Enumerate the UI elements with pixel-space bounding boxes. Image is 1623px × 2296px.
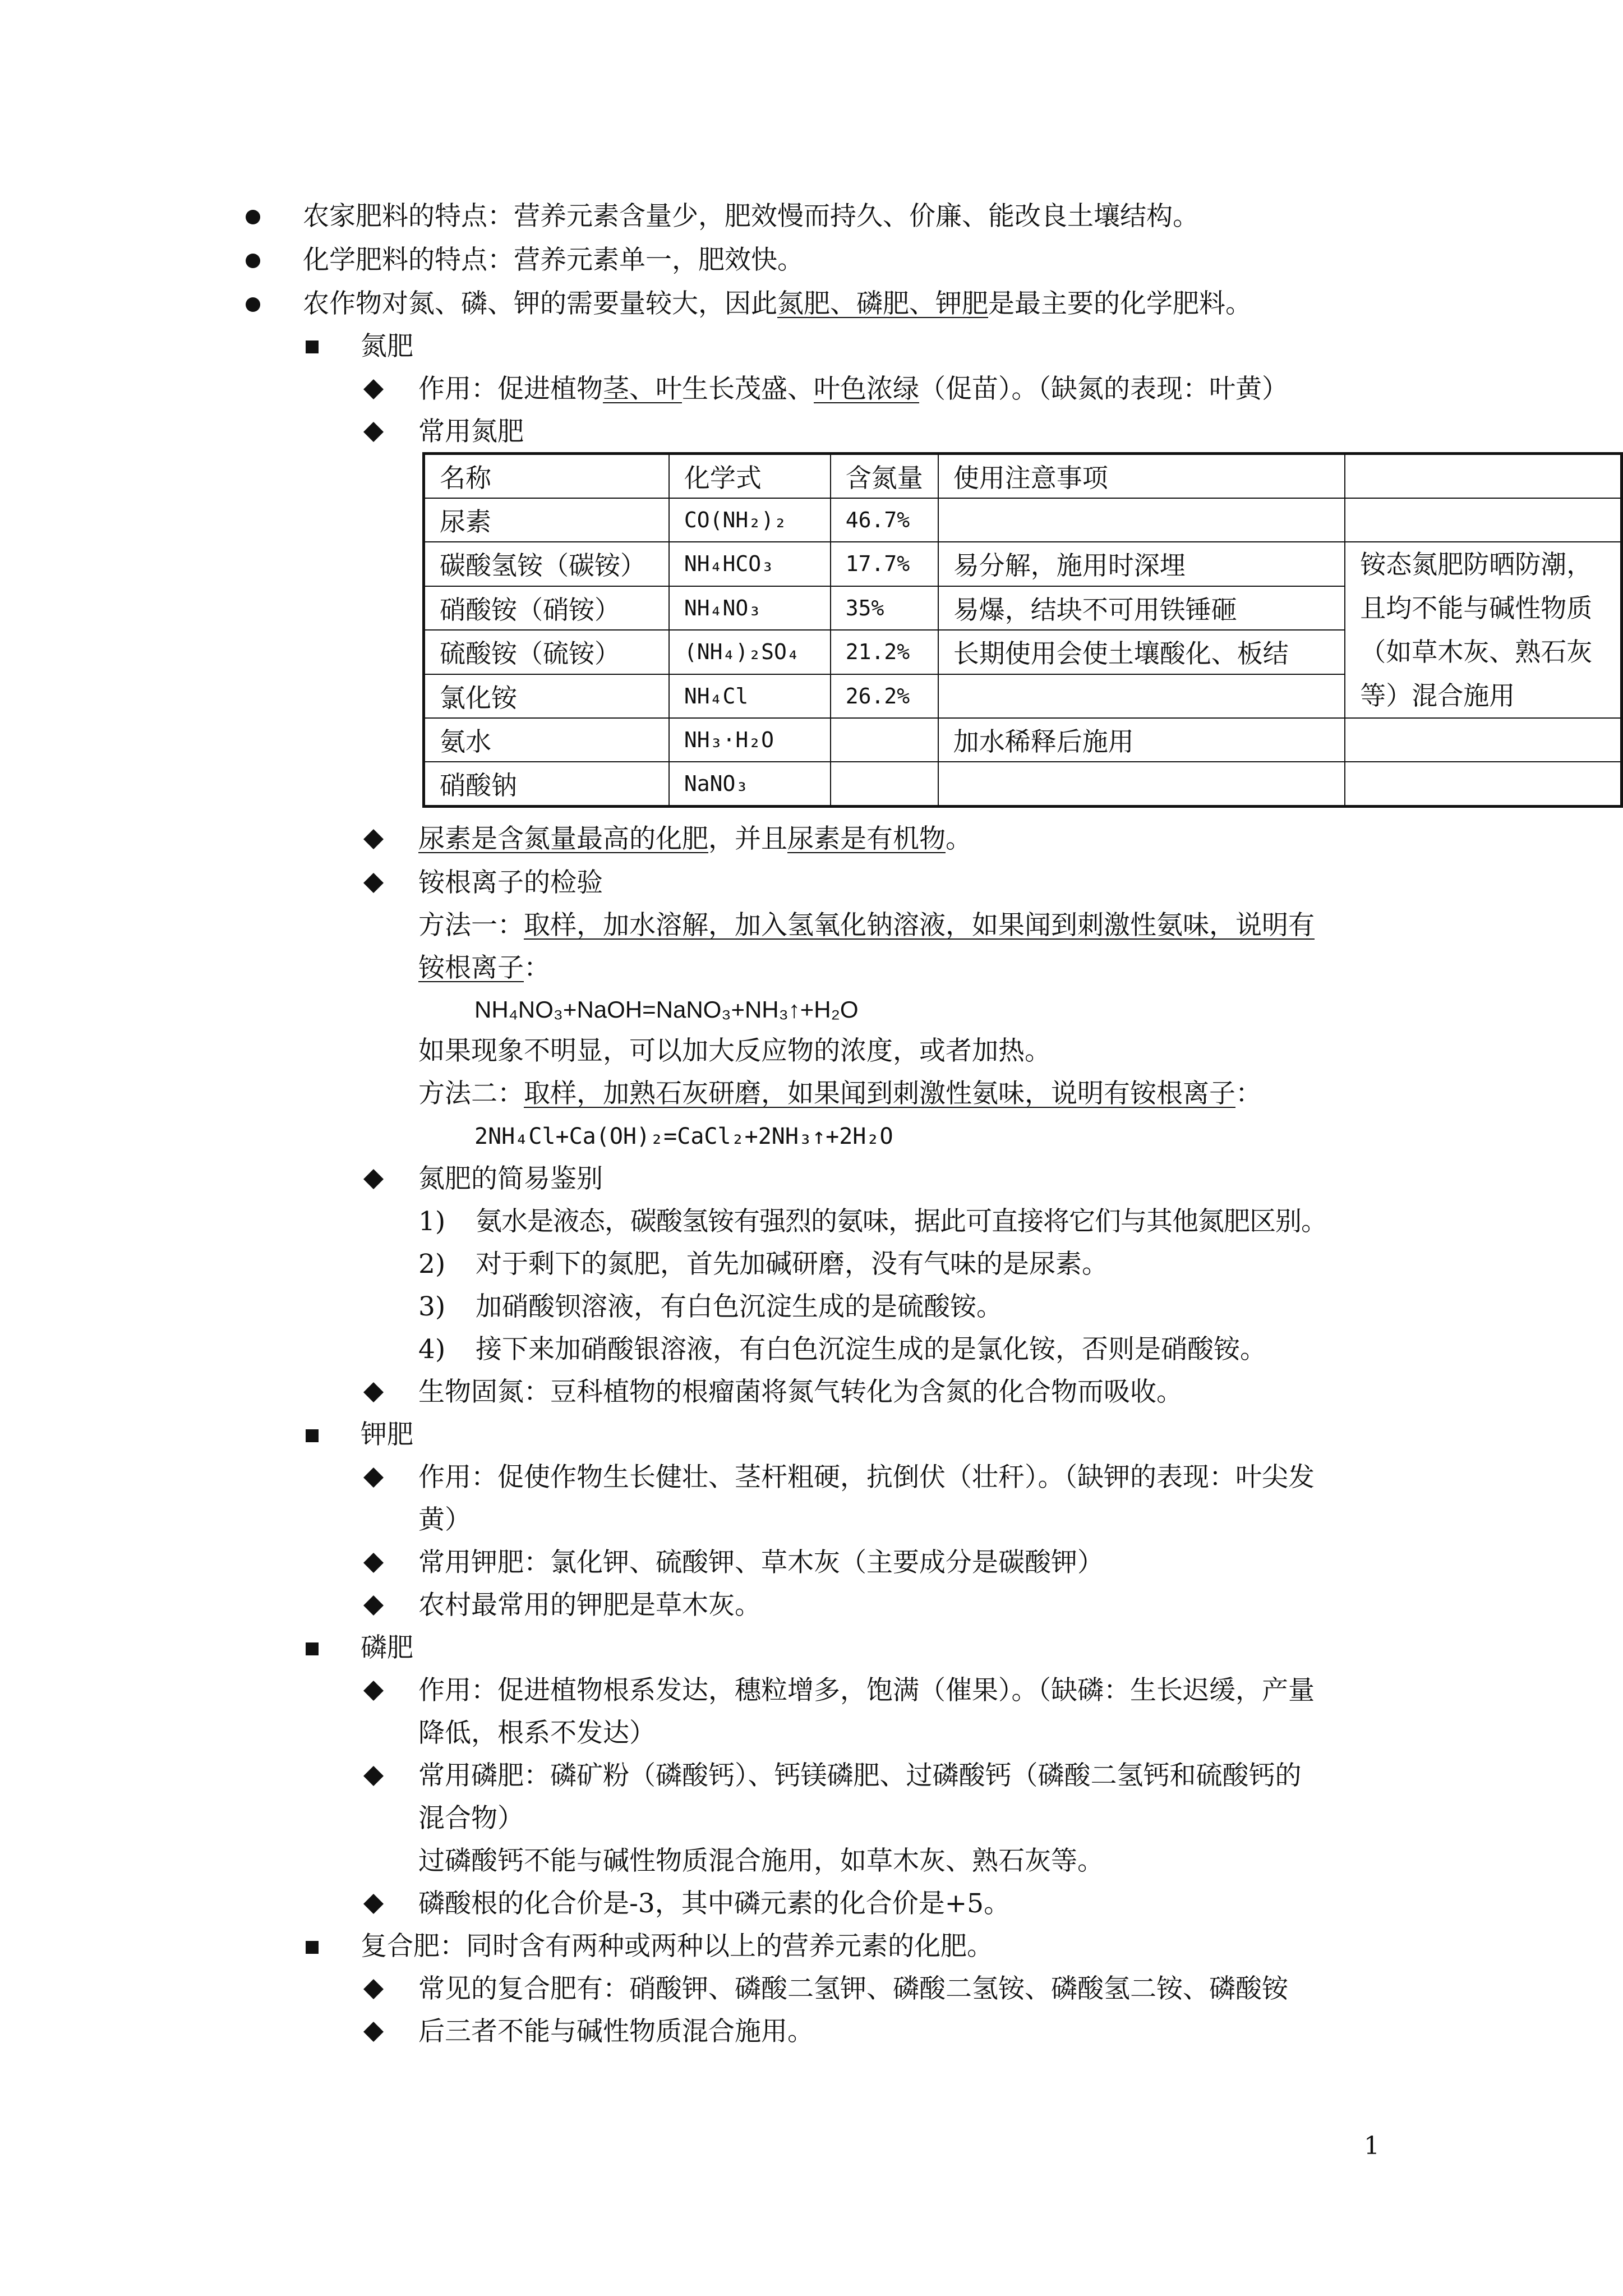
method-one-line1: 方法一：取样，加水溶解，加入氢氧化钠溶液，如果闻到刺激性氨味，说明有 [418, 910, 1315, 941]
diamond-bullet-icon [363, 1467, 384, 1488]
identify-title: 氮肥的简易鉴别 [418, 1163, 603, 1194]
cell-note: 易爆，结块不可用铁锤砸 [938, 586, 1345, 631]
cell-name: 碳酸氢铵（碳铵） [424, 542, 669, 586]
identify-step: 对于剩下的氮肥，首先加碱研磨，没有气味的是尿素。 [476, 1249, 1108, 1280]
point-chemical-fertilizer: 化学肥料的特点：营养元素单一，肥效快。 [303, 245, 804, 275]
diamond-bullet-icon [363, 2022, 384, 2042]
method-one-line2: 铵根离子： [418, 953, 550, 983]
table-row [424, 762, 1622, 807]
section-title-nitrogen: 氮肥 [361, 331, 413, 362]
identify-step: 氨水是液态，碳酸氢铵有强烈的氨味，据此可直接将它们与其他氮肥区别。 [476, 1206, 1327, 1237]
diamond-bullet-icon [363, 1169, 384, 1189]
diamond-bullet-icon [363, 1382, 384, 1402]
cell-extra [1345, 762, 1621, 807]
identify-step-number: 4) [418, 1334, 446, 1365]
table-row [424, 718, 1622, 762]
bullet-dot [246, 210, 260, 224]
page-number: 1 [1364, 2132, 1380, 2160]
cell-content: 17.7% [831, 542, 938, 586]
diamond-bullet-icon [363, 829, 384, 849]
equation-one: NH₄NO₃+NaOH=NaNO₃+NH₃↑+H₂O [474, 996, 859, 1023]
section-title-compound: 复合肥：同时含有两种或两种以上的营养元素的化肥。 [361, 1931, 993, 1962]
cell-name: 氯化铵 [424, 674, 669, 719]
diamond-bullet-icon [363, 873, 384, 893]
phosphorus-common-line1: 常用磷肥：磷矿粉（磷酸钙）、钙镁磷肥、过磷酸钙（磷酸二氢钙和硫酸钙的 [418, 1760, 1302, 1791]
potassium-effect-line1: 作用：促使作物生长健壮、茎杆粗硬，抗倒伏（壮秆）。（缺钾的表现：叶尖发 [418, 1462, 1315, 1493]
phosphate-valence: 磷酸根的化合价是-3，其中磷元素的化合价是+5。 [418, 1888, 1011, 1919]
cell-note [938, 762, 1345, 807]
header-notes: 使用注意事项 [938, 454, 1345, 499]
cell-formula: NH₄NO₃ [669, 586, 831, 631]
header-extra [1345, 454, 1621, 499]
cell-extra [1345, 498, 1621, 542]
point-farm-manure: 农家肥料的特点：营养元素含量少，肥效慢而持久、价廉、能改良土壤结构。 [303, 201, 1199, 232]
bullet-square [306, 1941, 319, 1954]
potassium-effect-line2: 黄） [418, 1504, 471, 1535]
cell-content: 21.2% [831, 630, 938, 674]
identify-step-number: 3) [418, 1291, 446, 1322]
cell-note: 长期使用会使土壤酸化、板结 [938, 630, 1345, 674]
cell-formula: NaNO₃ [669, 762, 831, 807]
diamond-bullet-icon [363, 1979, 384, 1999]
hint-text: 如果现象不明显，可以加大反应物的浓度，或者加热。 [418, 1036, 1051, 1066]
phosphorus-effect-line1: 作用：促进植物根系发达，穗粒增多，饱满（催果）。（缺磷：生长迟缓，产量 [418, 1675, 1315, 1706]
diamond-bullet-icon [363, 1766, 384, 1786]
cell-name: 硝酸钠 [424, 762, 669, 807]
cell-content: 35% [831, 586, 938, 631]
identify-step-number: 2) [418, 1249, 446, 1280]
cell-formula: (NH₄)₂SO₄ [669, 630, 831, 674]
identify-step: 加硝酸钡溶液，有白色沉淀生成的是硫酸铵。 [476, 1291, 1003, 1322]
diamond-bullet-icon [363, 1595, 384, 1616]
identify-step-number: 1) [418, 1206, 446, 1237]
header-nitrogen-content: 含氮量 [831, 454, 938, 499]
phosphorus-common-line2: 混合物） [418, 1803, 524, 1834]
potassium-common: 常用钾肥：氯化钾、硫酸钾、草木灰（主要成分是碳酸钾） [418, 1547, 1104, 1578]
potassium-rural: 农村最常用的钾肥是草木灰。 [418, 1590, 761, 1621]
cell-name: 氨水 [424, 718, 669, 762]
cell-name: 硝酸铵（硝铵） [424, 586, 669, 631]
cell-note: 易分解，施用时深埋 [938, 542, 1345, 586]
nitrogen-fixation: 生物固氮：豆科植物的根瘤菌将氮气转化为含氮的化合物而吸收。 [418, 1377, 1183, 1407]
table-header-row [424, 454, 1622, 499]
diamond-bullet-icon [363, 422, 384, 442]
bullet-square [306, 341, 319, 353]
cell-note: 加水稀释后施用 [938, 718, 1345, 762]
diamond-bullet-icon [363, 1553, 384, 1573]
point-npk: 农作物对氮、磷、钾的需要量较大，因此氮肥、磷肥、钾肥是最主要的化学肥料。 [303, 288, 1252, 319]
diamond-bullet-icon [363, 379, 384, 399]
compound-note: 后三者不能与碱性物质混合施用。 [418, 2016, 814, 2047]
cell-formula: NH₄HCO₃ [669, 542, 831, 586]
cell-merged-note: 铵态氮肥防晒防潮，且均不能与碱性物质（如草木灰、熟石灰等）混合施用 [1345, 542, 1621, 718]
section-title-potassium: 钾肥 [361, 1419, 413, 1450]
cell-content: 26.2% [831, 674, 938, 719]
nitrogen-common-title: 常用氮肥 [418, 416, 524, 447]
cell-formula: NH₃·H₂O [669, 718, 831, 762]
bullet-dot [246, 254, 260, 268]
phosphorus-effect-line2: 降低，根系不发达） [418, 1718, 656, 1749]
method-two: 方法二：取样，加熟石灰研磨，如果闻到刺激性氨味，说明有铵根离子： [418, 1078, 1262, 1109]
cell-extra [1345, 718, 1621, 762]
cell-name: 尿素 [424, 498, 669, 542]
nitrogen-fertilizer-table [422, 452, 1623, 808]
cell-content [831, 718, 938, 762]
bullet-square [306, 1429, 319, 1442]
cell-content [831, 762, 938, 807]
header-formula: 化学式 [669, 454, 831, 499]
cell-content: 46.7% [831, 498, 938, 542]
table-row [424, 542, 1622, 586]
section-title-phosphorus: 磷肥 [361, 1632, 413, 1663]
compound-common: 常见的复合肥有：硝酸钾、磷酸二氢钾、磷酸二氢铵、磷酸氢二铵、磷酸铵 [418, 1973, 1288, 2004]
cell-formula: NH₄Cl [669, 674, 831, 719]
diamond-bullet-icon [363, 1681, 384, 1701]
equation-two: 2NH₄Cl+Ca(OH)₂=CaCl₂+2NH₃↑+2H₂O [474, 1124, 893, 1149]
identify-step: 接下来加硝酸银溶液，有白色沉淀生成的是氯化铵，否则是硝酸铵。 [476, 1334, 1266, 1365]
table-row [424, 498, 1622, 542]
phosphorus-common-line3: 过磷酸钙不能与碱性物质混合施用，如草木灰、熟石灰等。 [418, 1846, 1104, 1876]
diamond-bullet-icon [363, 1894, 384, 1914]
cell-note [938, 674, 1345, 719]
bullet-dot [246, 297, 260, 312]
cell-formula: CO(NH₂)₂ [669, 498, 831, 542]
ammonium-test-title: 铵根离子的检验 [418, 867, 603, 898]
header-name: 名称 [424, 454, 669, 499]
urea-note: 尿素是含氮量最高的化肥，并且尿素是有机物。 [418, 823, 972, 854]
cell-name: 硫酸铵（硫铵） [424, 630, 669, 674]
cell-note [938, 498, 1345, 542]
nitrogen-effect: 作用：促进植物茎、叶生长茂盛、叶色浓绿（促苗）。（缺氮的表现：叶黄） [418, 374, 1288, 404]
bullet-square [306, 1642, 319, 1655]
